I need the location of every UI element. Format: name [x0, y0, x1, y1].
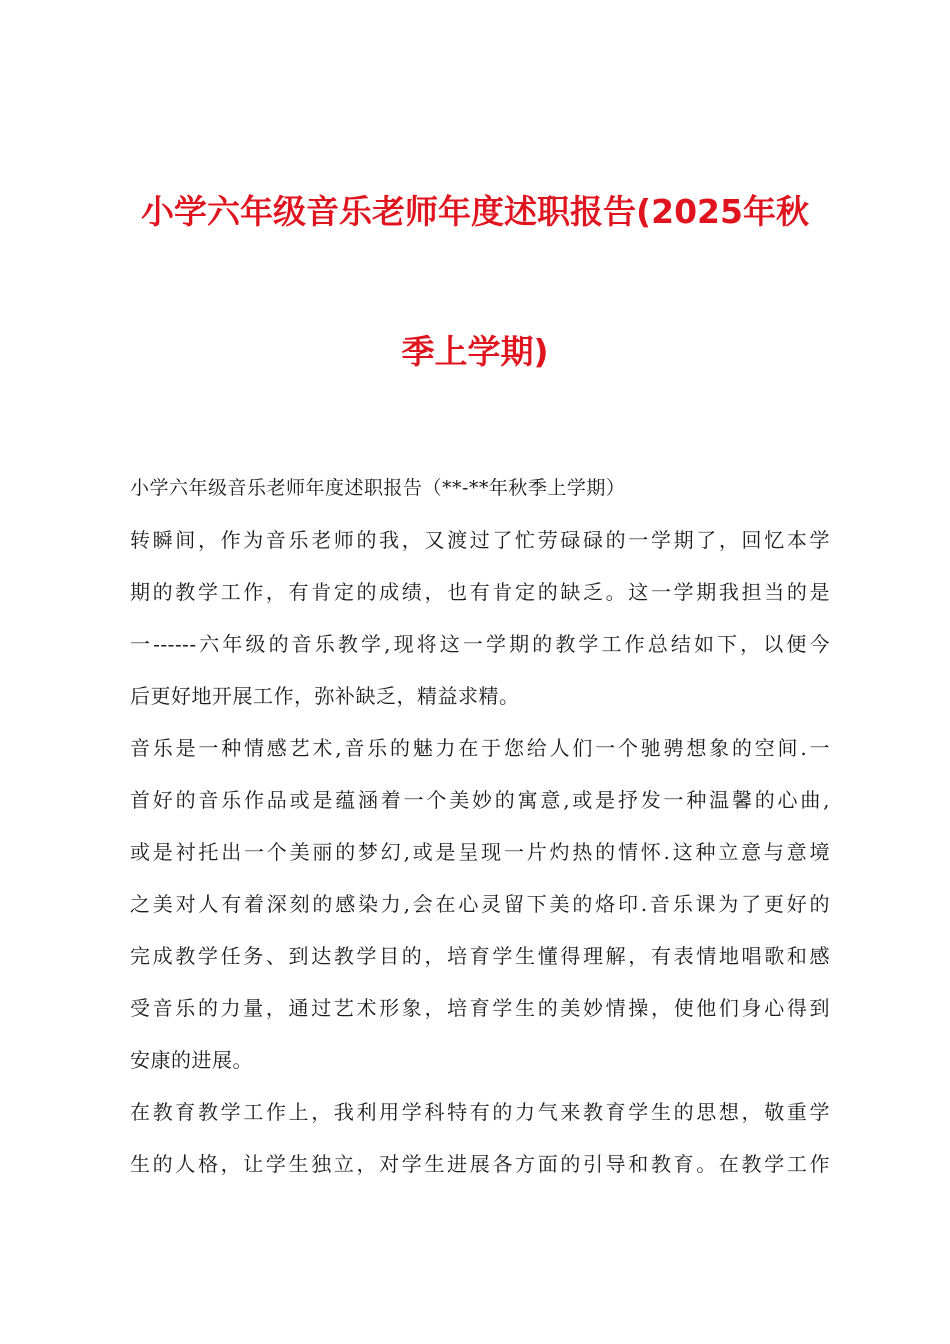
- paragraph-line: 受音乐的力量，通过艺术形象，培育学生的美妙情操，使他们身心得到: [130, 996, 830, 1020]
- document-body: [130, 462, 830, 1190]
- paragraph-line: 期的教学工作，有肯定的成绩，也有肯定的缺乏。这一学期我担当的是: [130, 580, 830, 604]
- document-title-line-2: 季上学期): [401, 332, 549, 371]
- paragraph-line: 音乐是一种情感艺术,音乐的魅力在于您给人们一个驰骋想象的空间.一: [130, 736, 830, 760]
- document-subtitle: 小学六年级音乐老师年度述职报告（**-**年秋季上学期）: [130, 477, 626, 499]
- paragraph-line: 或是衬托出一个美丽的梦幻,或是呈现一片灼热的情怀.这种立意与意境: [130, 840, 830, 864]
- document-title-line-1: 小学六年级音乐老师年度述职报告(2025年秋: [141, 192, 809, 231]
- paragraph-line: 之美对人有着深刻的感染力,会在心灵留下美的烙印.音乐课为了更好的: [130, 892, 830, 916]
- paragraph-line: 首好的音乐作品或是蕴涵着一个美妙的寓意,或是抒发一种温馨的心曲,: [130, 788, 830, 812]
- paragraph-line: 转瞬间，作为音乐老师的我，又渡过了忙劳碌碌的一学期了，回忆本学: [130, 528, 830, 552]
- paragraph-line: 安康的进展。: [130, 1048, 253, 1072]
- paragraph-line: 在教育教学工作上，我利用学科特有的力气来教育学生的思想，敬重学: [130, 1100, 830, 1124]
- paragraph-line: 生的人格，让学生独立，对学生进展各方面的引导和教育。在教学工作: [130, 1152, 830, 1176]
- paragraph-line: 一------六年级的音乐教学,现将这一学期的教学工作总结如下，以便今: [130, 632, 830, 656]
- paragraph-line: 后更好地开展工作，弥补缺乏，精益求精。: [130, 684, 520, 708]
- paragraph-line: 完成教学任务、到达教学目的，培育学生懂得理解，有表情地唱歌和感: [130, 944, 830, 968]
